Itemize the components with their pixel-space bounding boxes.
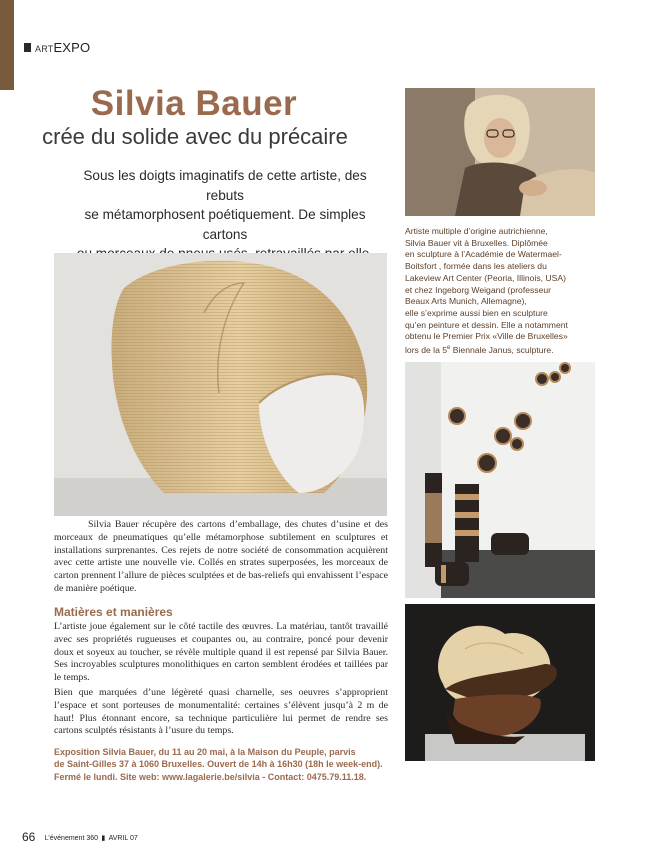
main-sculpture-photo — [54, 253, 387, 516]
caption-last-prefix: lors de la 5 — [405, 344, 448, 355]
caption-line: en sculpture à l’Académie de Watermael- — [405, 249, 562, 260]
body-column — [54, 621, 388, 738]
magazine-name: L’événement 360 — [44, 835, 99, 842]
caption-last-suffix: Biennale Janus, sculpture. — [450, 344, 554, 355]
section-tag-art: ART — [35, 44, 54, 54]
portrait-image — [405, 88, 595, 216]
square-bullet-icon — [24, 43, 31, 52]
caption-line: Silvia Bauer vit à Bruxelles. Diplômée — [405, 237, 548, 248]
footer-separator: ▮ — [101, 835, 106, 842]
intro-text: Silvia Bauer récupère des cartons d’emballage, des chutes d’usine et des morceaux de pneumatiques qu’elle métamorphose subtilement en sculptures et installations surprenantes. Ces rejets de notre société de consommation acquièrent avec cette artiste une nouvelle vie. Collés en strates superposées, les morceaux de carton prennent l’allure de pièces sculptées et de bas-reliefs qui envahissent l’espace de manière poétique. — [54, 519, 388, 594]
sculpture-image — [54, 253, 387, 516]
caption-superscript: e — [447, 345, 451, 352]
caption-line: Lakeview Art Center (Peoria, Illinois, USA) — [405, 272, 566, 283]
info-line: Fermé le lundi. Site web: www.lagalerie.be/silvia - Contact: 0475.79.11.18. — [54, 771, 367, 782]
body-paragraph: L’artiste joue également sur le côté tactile des œuvres. La matériau, tantôt travaillé avec ses propriétés rugueuses et coupantes ou, au contraire, poncé pour devenir doux et soyeux au toucher, se révèle multiple quand il est repensé par Silvia Bauer. Ses incroyables sculptures monolithiques en carton semblent érodées et taillées par le temps. — [54, 621, 388, 684]
installation-image — [405, 362, 595, 598]
caption-line: et chez Ingeborg Weigand (professeur — [405, 284, 552, 295]
info-line: Exposition Silvia Bauer, du 11 au 20 mai, à la Maison du Peuple, parvis — [54, 747, 356, 757]
caption-line: elle s’exprime aussi bien en sculpture — [405, 307, 548, 318]
caption-line: obtenu le Premier Prix «Ville de Bruxelles» — [405, 331, 568, 342]
caption-line: Artiste multiple d’origine autrichienne, — [405, 226, 548, 236]
detail-image — [405, 604, 595, 761]
lede-line: Sous les doigts imaginatifs de cette artiste, des rebuts — [83, 168, 367, 203]
section-heading: Matières et manières — [54, 605, 173, 619]
section-tag — [24, 40, 90, 55]
installation-photo — [405, 362, 595, 598]
page-number: 66 — [22, 830, 36, 844]
article-subtitle: crée du solide avec du précaire — [42, 124, 348, 149]
side-accent-bar — [0, 0, 14, 90]
article-title: Silvia Bauer — [90, 84, 298, 123]
caption-line-last — [405, 343, 595, 357]
issue-date: AVRIL 07 — [108, 835, 138, 842]
intro-paragraph — [54, 519, 388, 596]
section-tag-expo: EXPO — [53, 40, 91, 55]
caption-line: Beaux Arts Munich, Allemagne), — [405, 296, 527, 307]
caption-line: qu’en peinture et dessin. Elle a notamment — [405, 319, 568, 330]
artist-portrait-photo — [405, 88, 595, 216]
exhibition-info — [54, 746, 388, 783]
caption-line: Boitsfort , formée dans les ateliers du — [405, 261, 547, 272]
body-paragraph: Bien que marquées d’une légèreté quasi charnelle, ses oeuvres s’approprient l’espace et sont porteuses de monumentalité: certaines s’élèvent jusqu’à 2 m de haut! Plus étonnant encore, sa technique particulière lui permet de rendre ses cartons sculptés résistants à l’usure du temps. — [54, 686, 388, 737]
page-footer — [22, 830, 138, 844]
info-line: de Saint-Gilles 37 à 1060 Bruxelles. Ouvert de 14h à 16h30 (18h le week-end). — [54, 759, 383, 770]
sculpture-detail-photo — [405, 604, 595, 761]
lede-line: se métamorphosent poétiquement. De simples cartons — [84, 207, 366, 242]
artist-bio-caption — [405, 226, 595, 357]
